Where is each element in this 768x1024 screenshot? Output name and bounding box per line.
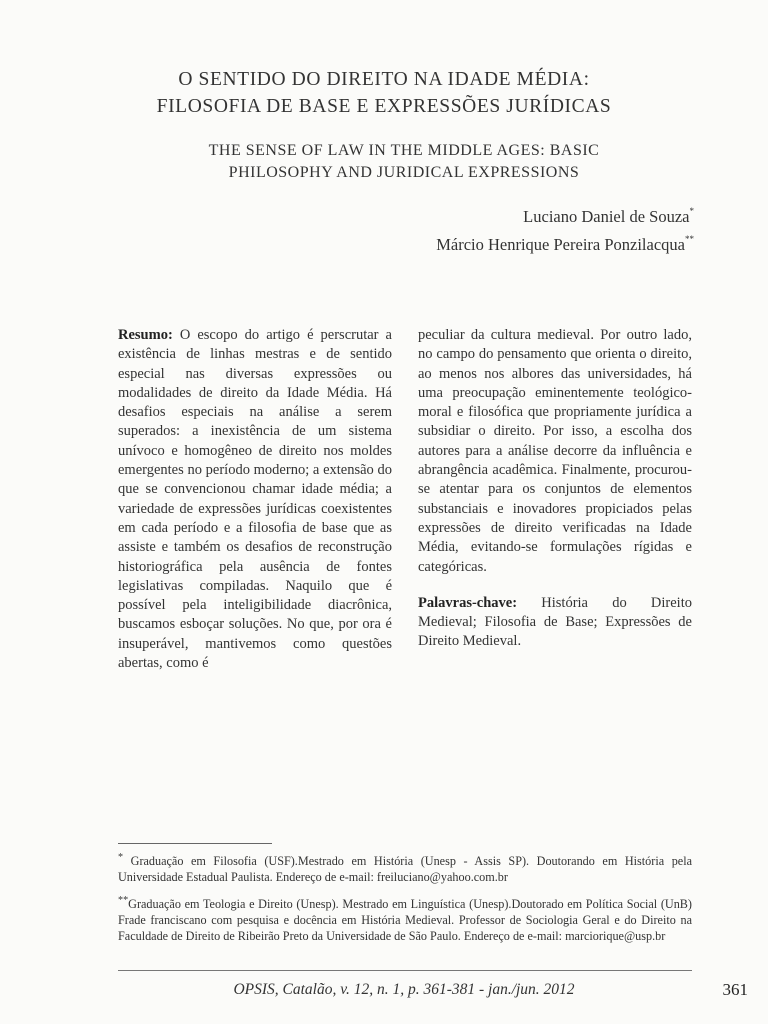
abstract-text-right: peculiar da cultura medieval. Por outro lado, no campo do pensamento que orienta o direito, ao menos nos albores das universidades, há uma preocupação eminentemente teológico-moral e filosófica que propriamente jurídica a subsidiar o direito. Por isso, a escolha dos autores para a análise decorre da influência e abrangência acadêmica. Finalmente, procurou-se atentar para os conjuntos de elementos substanciais e inovadores propiciados pelas expressões de direito verificadas na Idade Média, evitando-se formulações rígidas e categóricas.	[418, 327, 692, 575]
footnote-1	[118, 850, 692, 886]
abstract-column-left	[118, 326, 392, 673]
footnotes	[118, 850, 692, 952]
footnote-1-text: Graduação em Filosofia (USF).Mestrado em História (Unesp - Assis SP). Doutorando em História pela Universidade Estadual Paulista. Endereço de e-mail: freiluciano@yahoo.com.br	[118, 854, 692, 885]
abstract-column-right	[418, 326, 692, 652]
footnote-1-mark: *	[118, 852, 124, 863]
footnote-divider	[118, 843, 272, 844]
title-portuguese	[0, 66, 768, 120]
abstract-label: Resumo:	[118, 327, 173, 343]
page-number: 361	[722, 980, 748, 999]
footnote-2-mark: **	[118, 894, 129, 906]
keywords	[418, 594, 692, 652]
author-2-mark: **	[685, 234, 694, 244]
journal-citation: OPSIS, Catalão, v. 12, n. 1, p. 361-381 - jan./jun. 2012	[233, 981, 575, 998]
author-1-mark: *	[689, 206, 694, 216]
keywords-label: Palavras-chave:	[418, 594, 518, 611]
footnote-2-text: Graduação em Teologia e Direito (Unesp). Mestrado em Linguística (Unesp).Doutorado em Política Social (UnB) Frade franciscano com pesquisa e docência em História Medieval. Professor de Sociologia Geral e do Direito na Faculdade de Direito de Ribeirão Preto da Universidade de São Paulo. Endereço de e-mail: marciorique@usp.br	[118, 896, 692, 944]
keywords-text: História do Direito Medieval; Filosofia de Base; Expressões de Direito Medieval.	[418, 594, 692, 650]
abstract-text-left: O escopo do artigo é perscrutar a existência de linhas mestras e de sentido especial nas diversas expressões ou modalidades de direito da Idade Média. Há desafios especiais na análise a serem superados: a inexistência de um sistema unívoco e homogêneo de direito nos moldes emergentes no período moderno; a extensão do que se convencionou chamar idade média; a variedade de expressões jurídicas coexistentes em cada período e a filosofia de base que as assiste e também os desafios de reconstrução historiográfica pela ausência de fontes legislativas compiladas. Naquilo que é possível pela inteligibilidade diacrônica, buscamos esboçar soluções. No que, por ora é insuperável, mantivemos como questões abertas, como é	[118, 327, 392, 672]
title-en-line-1: THE SENSE OF LAW IN THE MIDDLE AGES: BASIC	[208, 142, 600, 159]
title-english	[0, 140, 768, 184]
author-1-name: Luciano Daniel de Souza	[523, 207, 690, 226]
footnote-2	[118, 893, 692, 945]
page-footer-divider	[118, 970, 692, 971]
author-2-name: Márcio Henrique Pereira Ponzilacqua	[436, 235, 685, 254]
author-1	[523, 206, 694, 227]
title-pt-line-1: O SENTIDO DO DIREITO NA IDADE MÉDIA:	[178, 69, 590, 90]
title-en-line-2: PHILOSOPHY AND JURIDICAL EXPRESSIONS	[228, 164, 580, 181]
author-2	[436, 234, 694, 255]
title-pt-line-2: FILOSOFIA DE BASE E EXPRESSÕES JURÍDICAS	[156, 96, 612, 117]
